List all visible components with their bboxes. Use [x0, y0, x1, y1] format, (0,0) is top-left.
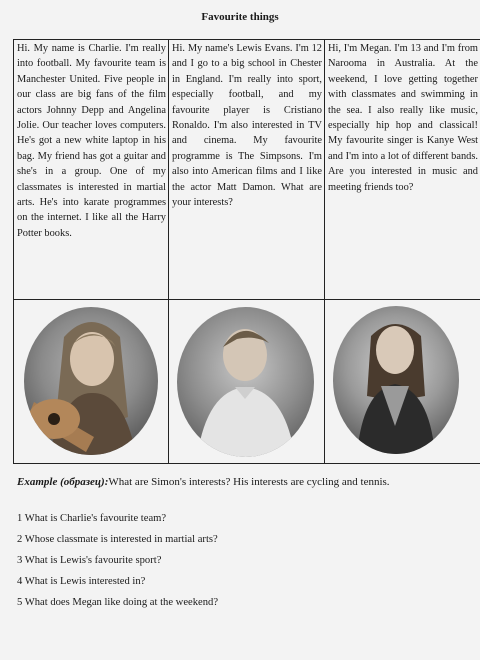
charlie-photo: [24, 307, 158, 455]
example-line: [17, 476, 390, 488]
example-text: What are Simon's interests? His interests are cycling and tennis.: [108, 476, 390, 488]
example-label: Example (образец):: [17, 476, 109, 488]
question-item: 1 What is Charlie's favourite team?: [17, 513, 167, 524]
photo-cell-megan: [325, 300, 480, 464]
photo-cell-charlie: [14, 300, 169, 464]
question-item: 2 Whose classmate is interested in martial arts?: [17, 534, 218, 545]
question-item: 5 What does Megan like doing at the weekend?: [17, 597, 219, 608]
profile-text-megan: Hi, I'm Megan. I'm 13 and I'm from Narooma in Australia. At the weekend, I love getting together with classmates and swimming in the sea. I also really like music, especially hip hop and classical! My favourite singer is Kanye West and I'm into a lot of different bands. Are you interested in music and meeting friends too?: [325, 40, 480, 300]
questions-list: [17, 513, 218, 618]
question-item: 3 What is Lewis's favourite sport?: [17, 555, 162, 566]
lewis-photo: [177, 307, 314, 457]
question-item: 4 What is Lewis interested in?: [17, 576, 146, 587]
megan-photo: [333, 306, 459, 454]
profile-text-lewis: Hi. My name's Lewis Evans. I'm 12 and I go to a big school in Chester in England. I'm really into sport, especially football, and my favourite player is Cristiano Ronaldo. I'm also interested in TV and cinema. My favourite programme is The Simpsons. I'm also into American films and I like the actor Matt Damon. What are your interests?: [169, 40, 325, 300]
page-title: Favourite things: [201, 11, 279, 23]
photo-cell-lewis: [169, 300, 325, 464]
profile-text-charlie: Hi. My name is Charlie. I'm really into football. My favourite team is Manchester United. Five people in our class are big fans of the film actors Johnny Depp and Angelina Jolie. Our teacher loves computers. He's got a new white laptop in his bag. My friend has got a guitar and she's in a group. One of my classmates is interested in martial arts. He's into karate programmes on the internet. I like all the Harry Potter books.: [14, 40, 169, 300]
profiles-table: [13, 39, 480, 464]
